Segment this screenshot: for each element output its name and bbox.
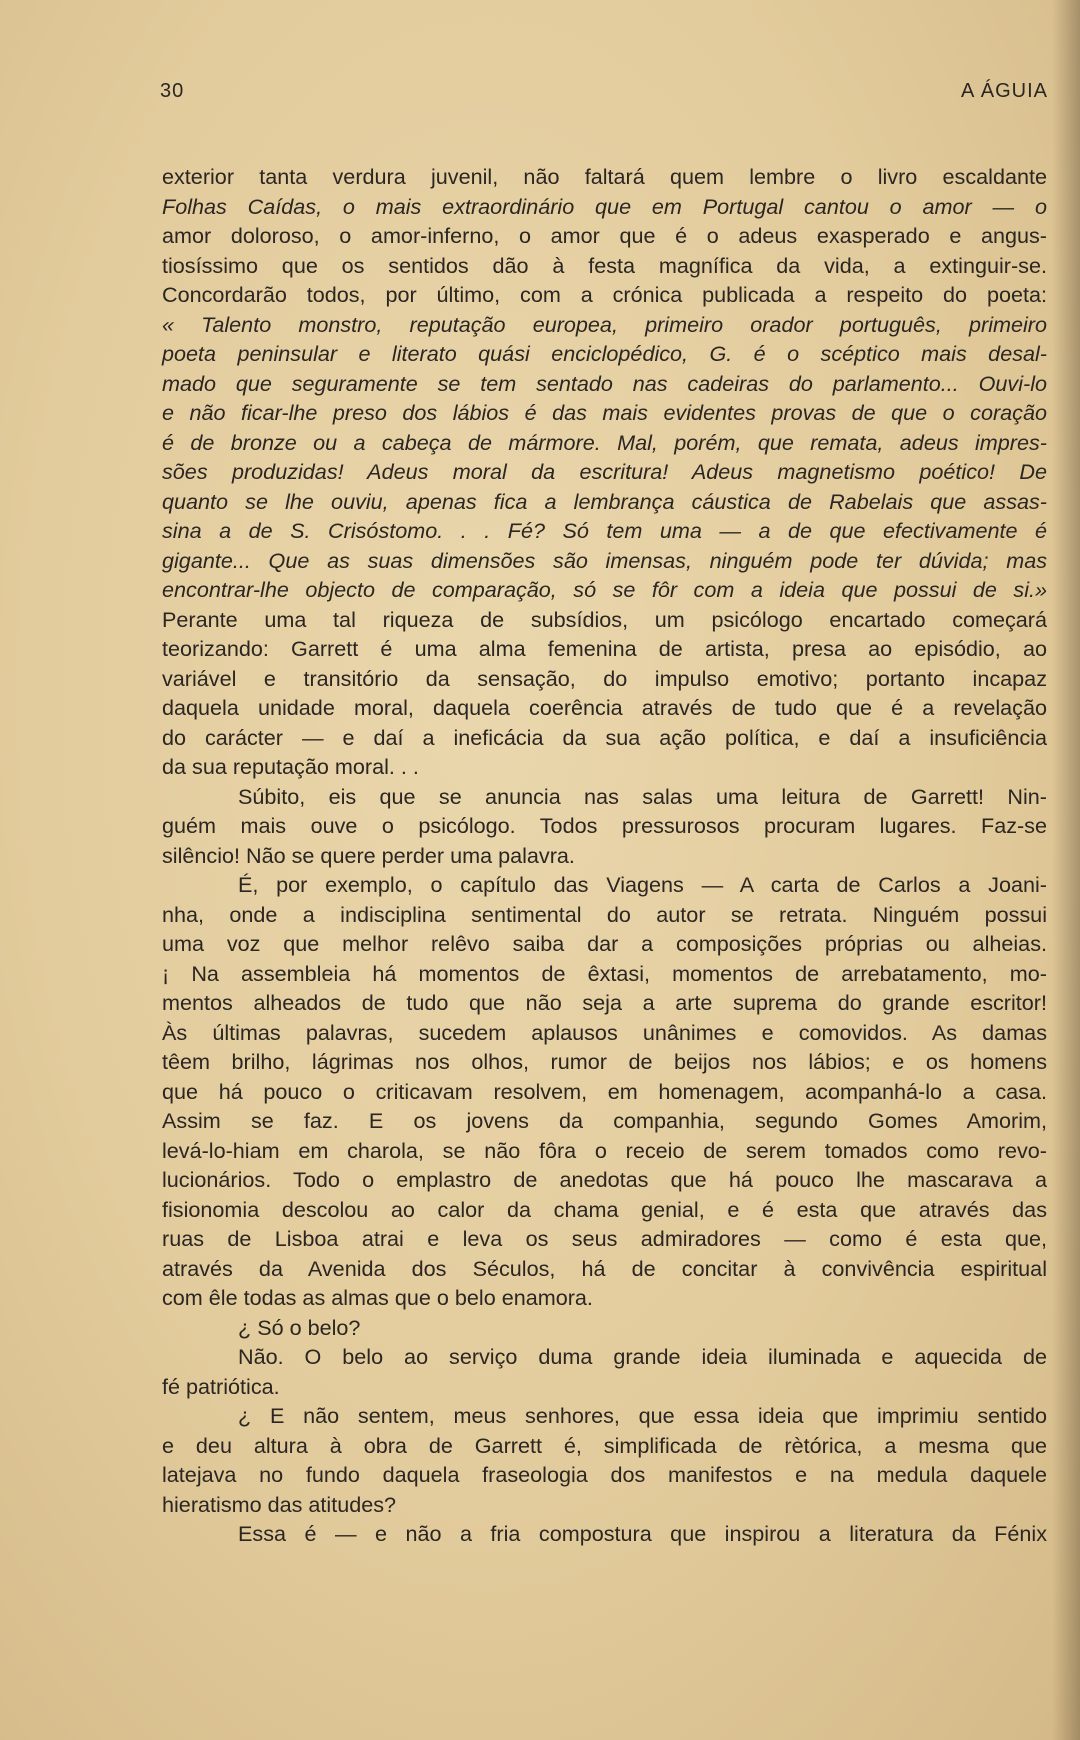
- quote-line: encontrar-lhe objecto de comparação, só se fôr com a ideia que possui de si.»: [162, 577, 1047, 602]
- text-line: hieratismo das atitudes?: [162, 1491, 397, 1517]
- text-line: exterior tanta verdura juvenil, não faltará quem lembre o livro escaldante: [162, 164, 1047, 189]
- text-line: tiosíssimo que os sentidos dão à festa magnífica da vida, a extinguir-se.: [162, 252, 1047, 278]
- quote-line: poeta peninsular e literato quási enciclopédico, G. é o scéptico mais desal-: [162, 341, 1047, 366]
- text-line: Assim se faz. E os jovens da companhia, segundo Gomes Amorim,: [162, 1108, 1047, 1133]
- text-line: Às últimas palavras, sucedem aplausos unânimes e comovidos. As damas: [162, 1019, 1047, 1045]
- page-number: 30: [160, 80, 185, 102]
- quote-line: e não ficar-lhe preso dos lábios é das mais evidentes provas de que o coração: [162, 400, 1047, 425]
- text-line: ruas de Lisboa atrai e leva os seus admiradores — como é esta que,: [162, 1226, 1047, 1251]
- text-line: variável e transitório da sensação, do impulso emotivo; portanto incapaz: [162, 665, 1047, 691]
- quote-line: sões produzidas! Adeus moral da escritura! Adeus magnetismo poético! De: [162, 459, 1047, 484]
- quote-line: « Talento monstro, reputação europea, primeiro orador português, primeiro: [162, 311, 1047, 337]
- text-line: através da Avenida dos Séculos, há de concitar à convivência espiritual: [162, 1255, 1047, 1281]
- text-line: ¿ E não sentem, meus senhores, que essa ideia que imprimiu sentido: [238, 1403, 1047, 1428]
- text-line: daquela unidade moral, daquela coerência através de tudo que é a revelação: [162, 695, 1047, 720]
- text-line: Essa é — e não a fria compostura que inspirou a literatura da Fénix: [238, 1521, 1047, 1546]
- text-line: têem brilho, lágrimas nos olhos, rumor de beijos nos lábios; e os homens: [162, 1049, 1047, 1074]
- text-line: lucionários. Todo o emplastro de anedotas que há pouco lhe mascarava a: [162, 1167, 1047, 1192]
- running-title: A ÁGUIA: [960, 80, 1048, 102]
- text-line: e deu altura à obra de Garrett é, simplificada de rètórica, a mesma que: [162, 1432, 1047, 1458]
- text-line: Folhas Caídas, o mais extraordinário que em Portugal cantou o amor — o: [162, 193, 1047, 219]
- text-line: nha, onde a indisciplina sentimental do autor se retrata. Ninguém possui: [162, 901, 1047, 927]
- quote-line: sina a de S. Crisóstomo. . . Fé? Só tem uma — a de que efectivamente é: [162, 518, 1047, 543]
- text-line: Perante uma tal riqueza de subsídios, um psicólogo encartado começará: [162, 606, 1047, 632]
- quote-line: gigante... Que as suas dimensões são imensas, ninguém pode ter dúvida; mas: [162, 547, 1047, 573]
- text-line: ¡ Na assembleia há momentos de êxtasi, momentos de arrebatamento, mo-: [162, 960, 1047, 986]
- quote-line: mado que seguramente se tem sentado nas cadeiras do parlamento... Ouvi-lo: [162, 370, 1047, 396]
- text-line: com êle todas as almas que o belo enamora.: [162, 1285, 593, 1310]
- quote-line: é de bronze ou a cabeça de mármore. Mal, porém, que remata, adeus impres-: [162, 429, 1047, 455]
- text-line: É, por exemplo, o capítulo das Viagens — A carta de Carlos a Joani-: [238, 872, 1047, 897]
- text-line: fé patriótica.: [162, 1373, 280, 1399]
- text-line: que há pouco o criticavam resolvem, em homenagem, acompanhá-lo a casa.: [162, 1078, 1047, 1104]
- text-line: Súbito, eis que se anuncia nas salas uma leitura de Garrett! Nin-: [238, 783, 1047, 809]
- text-line: ¿ Só o belo?: [238, 1314, 361, 1340]
- text-line: mentos alheados de tudo que não seja a arte suprema do grande escritor!: [162, 990, 1047, 1015]
- text-line: latejava no fundo daquela fraseologia dos manifestos e na medula daquele: [162, 1462, 1047, 1487]
- text-line: amor doloroso, o amor-inferno, o amor que é o adeus exasperado e angus-: [162, 223, 1047, 248]
- text-line: teorizando: Garrett é uma alma femenina de artista, presa ao episódio, ao: [162, 636, 1047, 661]
- text-line: do carácter — e daí a ineficácia da sua ação política, e daí a insuficiência: [162, 724, 1047, 750]
- quote-line: quanto se lhe ouviu, apenas fica a lembrança cáustica de Rabelais que assas-: [162, 488, 1047, 514]
- text-line: da sua reputação moral. . .: [162, 754, 419, 779]
- body-text: [162, 162, 1047, 1549]
- page-header: [160, 80, 1048, 112]
- text-line: Não. O belo ao serviço duma grande ideia iluminada e aquecida de: [238, 1344, 1047, 1369]
- text-line: fisionomia descolou ao calor da chama genial, e é esta que através das: [162, 1196, 1047, 1222]
- text-line: levá-lo-hiam em charola, se não fôra o receio de serem tomados como revo-: [162, 1137, 1047, 1163]
- text-line: silêncio! Não se quere perder uma palavra.: [162, 842, 575, 868]
- text-line: uma voz que melhor relêvo saiba dar a composições próprias ou alheias.: [162, 931, 1047, 956]
- text-line: guém mais ouve o psicólogo. Todos pressurosos procuram lugares. Faz-se: [162, 813, 1047, 838]
- text-line: Concordarão todos, por último, com a crónica publicada a respeito do poeta:: [162, 282, 1047, 307]
